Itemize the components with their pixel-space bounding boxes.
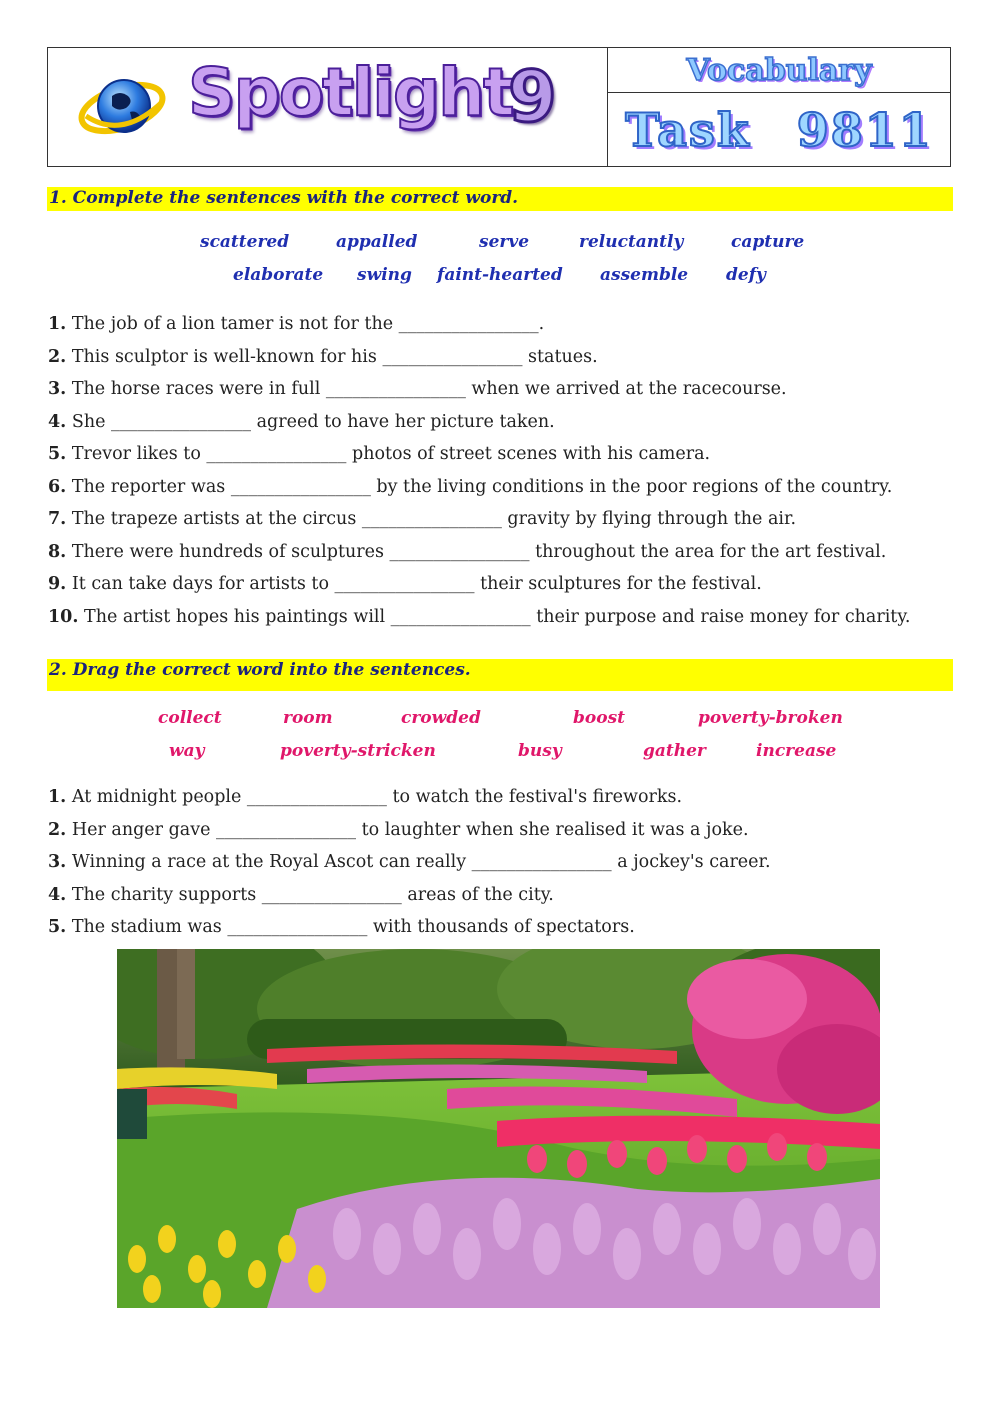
sentence-number: 6.: [48, 477, 67, 497]
word-option[interactable]: faint-hearted: [437, 265, 563, 285]
sentence-text[interactable]: Trevor likes to ________________ photos of street scenes with his camera.: [71, 444, 711, 464]
spotlight-logo-number: 9: [508, 56, 557, 138]
exercise1-sentence: [48, 444, 710, 464]
word-option[interactable]: room: [283, 708, 333, 728]
word-option[interactable]: increase: [756, 741, 837, 761]
task-info: [608, 48, 950, 166]
sentence-number: 1.: [48, 787, 67, 807]
sentence-text[interactable]: The charity supports ________________ areas of the city.: [71, 885, 554, 905]
tulip-garden-photo: [117, 949, 880, 1308]
sentence-number: 2.: [48, 347, 67, 367]
logo-area: [48, 48, 608, 166]
section2-title: 2. Drag the correct word into the sentences.: [49, 660, 471, 680]
sentence-text[interactable]: The trapeze artists at the circus ________________ gravity by flying through the air.: [71, 509, 797, 529]
worksheet-header: [47, 47, 951, 167]
sentence-number: 8.: [48, 542, 67, 562]
sentence-number: 7.: [48, 509, 67, 529]
word-option[interactable]: busy: [518, 741, 562, 761]
sentence-number: 5.: [48, 917, 67, 937]
sentence-text[interactable]: At midnight people ________________ to watch the festival's fireworks.: [71, 787, 683, 807]
sentence-text[interactable]: The job of a lion tamer is not for the ________________.: [71, 314, 545, 334]
word-option[interactable]: appalled: [336, 232, 418, 252]
sentence-number: 3.: [48, 852, 67, 872]
spotlight-logo-text: Spotlight: [188, 54, 513, 131]
sentence-text[interactable]: It can take days for artists to ________________ their sculptures for the festival.: [71, 574, 762, 594]
sentence-text[interactable]: The stadium was ________________ with thousands of spectators.: [71, 917, 635, 937]
section2-title-bar: [47, 659, 953, 691]
sentence-number: 4.: [48, 885, 67, 905]
exercise1-sentence: [48, 477, 892, 497]
sentence-text[interactable]: Winning a race at the Royal Ascot can really ________________ a jockey's career.: [71, 852, 771, 872]
section1-title-bar: [47, 187, 953, 211]
sentence-text[interactable]: The horse races were in full ________________ when we arrived at the racecourse.: [71, 379, 787, 399]
globe-logo-icon: [78, 66, 166, 146]
word-option[interactable]: reluctantly: [579, 232, 684, 252]
sentence-text[interactable]: Her anger gave ________________ to laughter when she realised it was a joke.: [71, 820, 749, 840]
sentence-number: 3.: [48, 379, 67, 399]
sentence-text[interactable]: There were hundreds of sculptures ________________ throughout the area for the art festival.: [71, 542, 887, 562]
sentence-text[interactable]: The artist hopes his paintings will ________________ their purpose and raise money for charity.: [78, 607, 911, 627]
sentence-number: 4.: [48, 412, 67, 432]
word-option[interactable]: poverty-broken: [698, 708, 843, 728]
exercise1-sentence: [48, 607, 910, 627]
task-number: 9811: [796, 102, 933, 157]
exercise1-sentence: [48, 412, 555, 432]
word-option[interactable]: boost: [573, 708, 625, 728]
sentence-text[interactable]: The reporter was ________________ by the living conditions in the poor regions of the country.: [71, 477, 893, 497]
exercise1-sentence: [48, 314, 544, 334]
word-option[interactable]: defy: [726, 265, 766, 285]
word-option[interactable]: collect: [158, 708, 222, 728]
section1-title: 1. Complete the sentences with the correct word.: [49, 188, 519, 208]
sentence-number: 5.: [48, 444, 67, 464]
word-option[interactable]: gather: [643, 741, 706, 761]
sentence-number: 10.: [48, 607, 79, 627]
word-option[interactable]: crowded: [401, 708, 481, 728]
exercise1-sentence: [48, 379, 787, 399]
sentence-number: 2.: [48, 820, 67, 840]
task-cell: [608, 93, 950, 166]
exercise2-sentence: [48, 787, 682, 807]
word-option[interactable]: poverty-stricken: [280, 741, 436, 761]
exercise1-sentence: [48, 542, 886, 562]
vocabulary-cell: [608, 48, 950, 93]
exercise2-sentence: [48, 852, 771, 872]
word-option[interactable]: scattered: [200, 232, 290, 252]
exercise2-sentence: [48, 885, 554, 905]
word-option[interactable]: assemble: [600, 265, 689, 285]
word-option[interactable]: swing: [357, 265, 412, 285]
exercise2-sentence: [48, 820, 749, 840]
exercise2-sentence: [48, 917, 635, 937]
word-option[interactable]: capture: [731, 232, 805, 252]
word-option[interactable]: way: [169, 741, 205, 761]
exercise1-sentence: [48, 347, 598, 367]
task-label: Task: [625, 102, 751, 157]
garden-image: [117, 949, 880, 1308]
exercise1-sentence: [48, 509, 796, 529]
word-option[interactable]: elaborate: [233, 265, 324, 285]
sentence-number: 9.: [48, 574, 67, 594]
sentence-text[interactable]: This sculptor is well-known for his ________________ statues.: [71, 347, 598, 367]
sentence-text[interactable]: She ________________ agreed to have her picture taken.: [71, 412, 555, 432]
exercise1-sentence: [48, 574, 762, 594]
vocabulary-title: Vocabulary: [686, 52, 872, 88]
word-option[interactable]: serve: [479, 232, 530, 252]
sentence-number: 1.: [48, 314, 67, 334]
